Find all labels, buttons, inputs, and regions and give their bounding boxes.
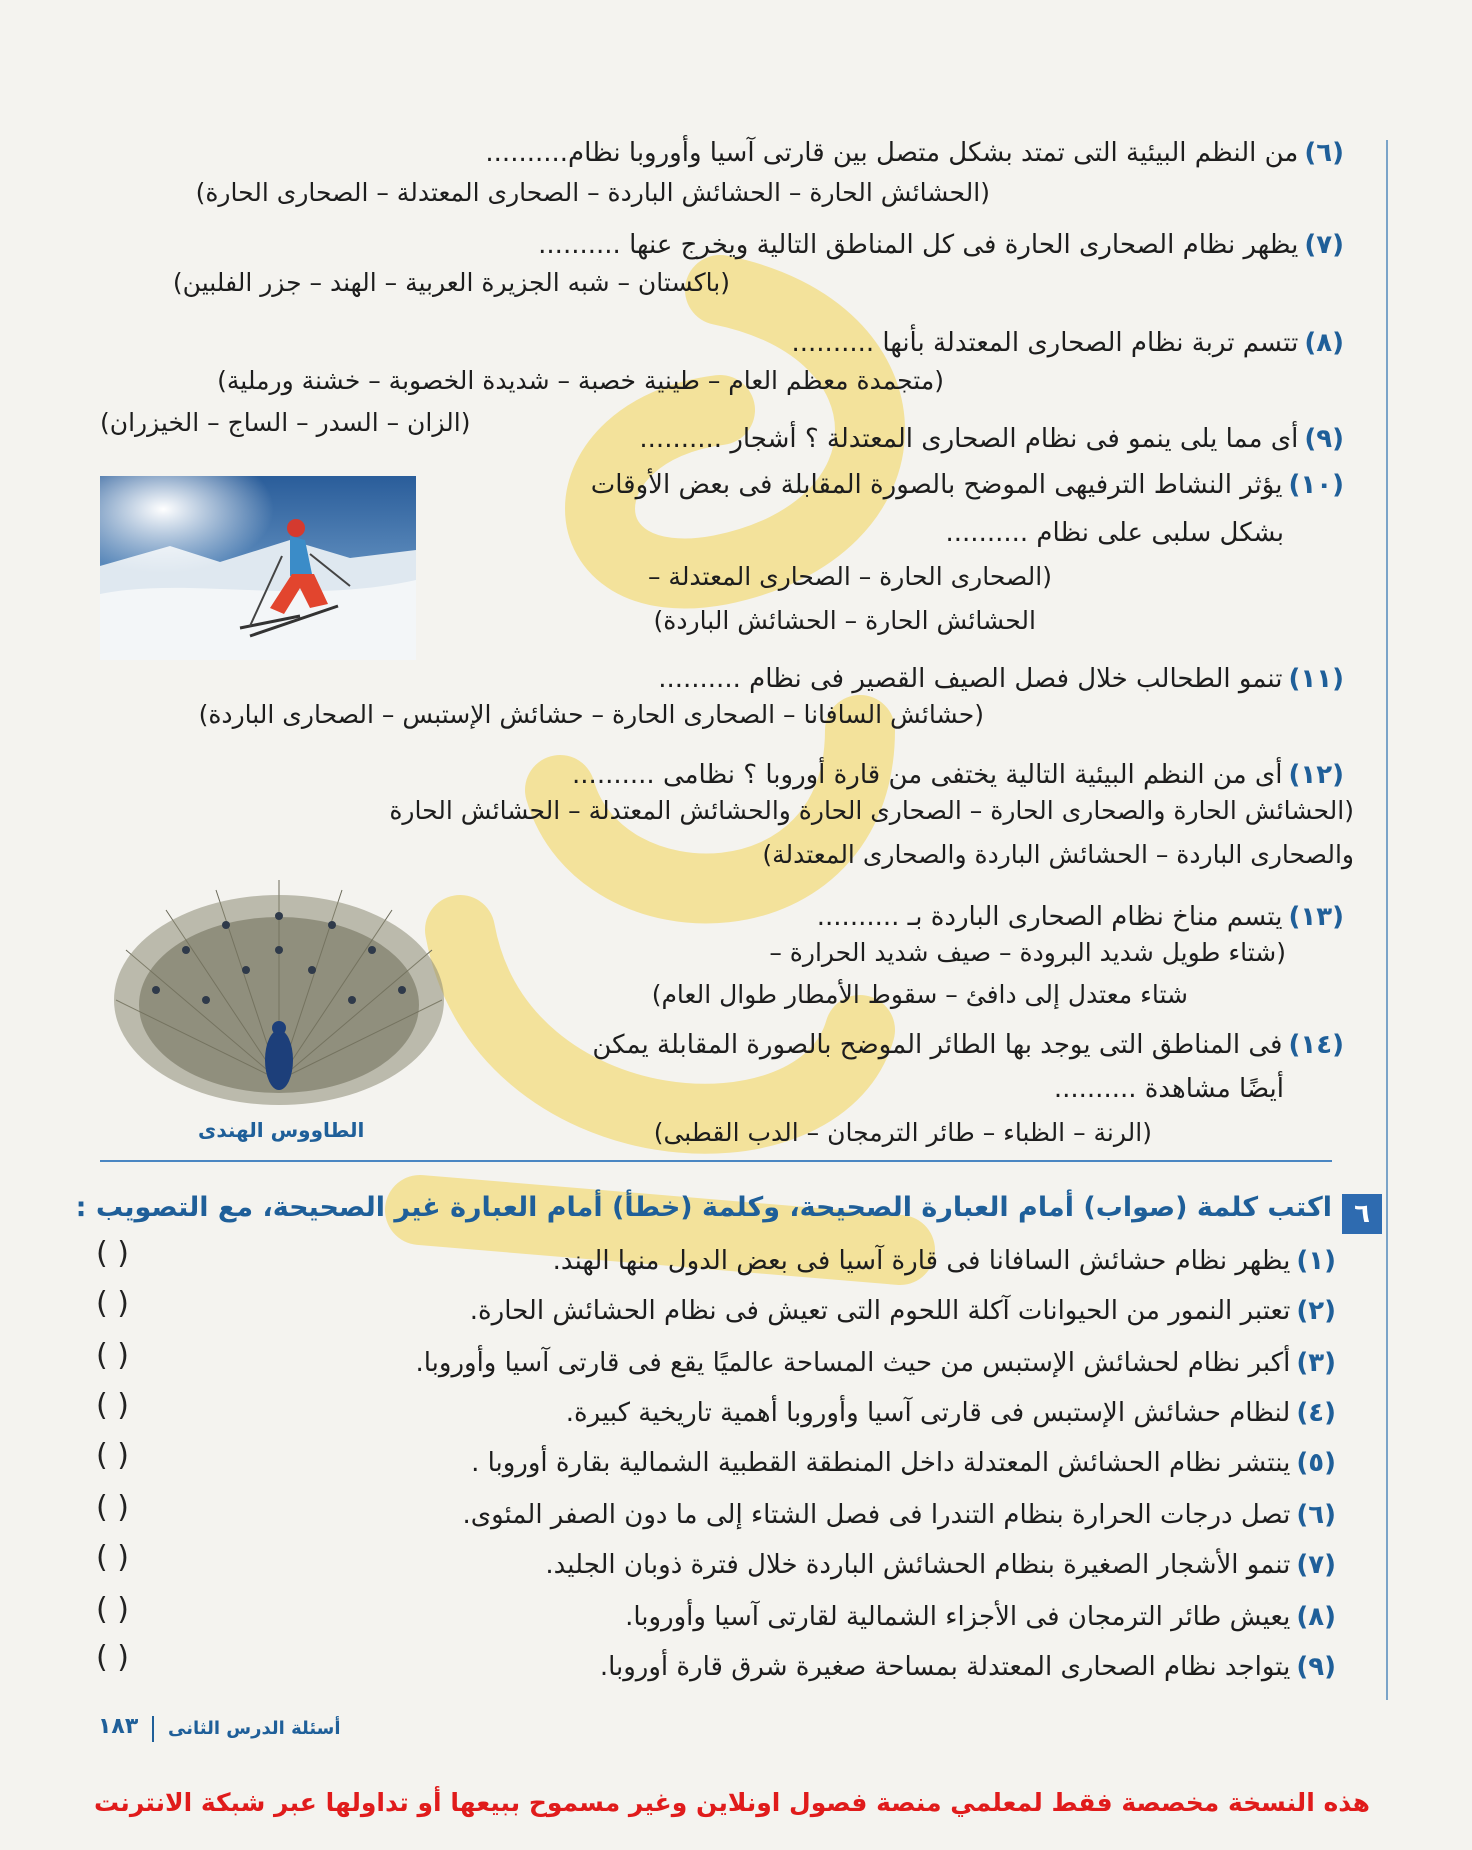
footer-separator [152,1716,154,1742]
question-10-options: (الصحارى الحارة – الصحارى المعتدلة – [647,562,1052,591]
question-11-options: (حشائش السافانا – الصحارى الحارة – حشائش الإستبس – الصحارى الباردة) [198,700,984,729]
question-9 [639,424,1344,454]
question-12-options: (الحشائش الحارة والصحارى الحارة – الصحارى الحارة والحشائش المعتدلة – الحشائش الحارة [389,796,1354,825]
question-13-options: (شتاء طويل شديد البرودة – صيف شديد الحرارة – [769,938,1286,967]
question-8-options: (متجمدة معظم العام – طينية خصبة – شديدة الخصوبة – خشنة ورملية) [217,366,944,395]
item-number: (٨) [1296,1602,1336,1632]
answer-parens-7[interactable]: ( ) [96,1540,129,1575]
tf-item-2 [470,1296,1336,1326]
footer-label: أسئلة الدرس الثانى [168,1718,341,1739]
item-text: تنمو الأشجار الصغيرة بنظام الحشائش الباردة خلال فترة ذوبان الجليد. [545,1550,1291,1580]
question-number: (٦) [1304,138,1344,168]
answer-parens-3[interactable]: ( ) [96,1338,129,1373]
question-text: من النظم البيئية التى تمتد بشكل متصل بين قارتى آسيا وأوروبا نظام.......... [485,138,1299,168]
item-text: يتواجد نظام الصحارى المعتدلة بمساحة صغيرة شرق قارة أوروبا. [599,1652,1291,1682]
question-13 [817,902,1344,932]
section-number: ٦ [1342,1194,1382,1234]
item-number: (٥) [1296,1448,1336,1478]
question-9-options: (الزان – السدر – الساج – الخيزران) [100,408,471,437]
item-number: (٤) [1296,1398,1336,1428]
section-divider [100,1160,1332,1162]
item-text: تعتبر النمور من الحيوانات آكلة اللحوم التى تعيش فى نظام الحشائش الحارة. [469,1296,1291,1326]
question-14-line-2: أيضًا مشاهدة .......... [1053,1074,1284,1104]
question-number: (٩) [1304,424,1344,454]
peacock-photo [96,880,462,1110]
tf-item-7 [545,1550,1336,1580]
tf-item-4 [566,1398,1336,1428]
question-text: فى المناطق التى يوجد بها الطائر الموضح بالصورة المقابلة يمكن [592,1030,1283,1060]
item-number: (٩) [1296,1652,1336,1682]
question-10-line-2: بشكل سلبى على نظام .......... [945,518,1284,548]
question-7 [538,230,1344,260]
question-12-options-line-2: والصحارى الباردة – الحشائش الباردة والصحارى المعتدلة) [762,840,1354,869]
peacock-caption: الطاووس الهندى [198,1118,365,1142]
question-number: (٨) [1304,328,1344,358]
question-12 [572,760,1344,790]
tf-item-5 [471,1448,1336,1478]
question-text: يؤثر النشاط الترفيهى الموضح بالصورة المقابلة فى بعض الأوقات [590,470,1283,500]
question-10 [591,470,1344,500]
page-number: ١٨٣ [98,1714,139,1739]
skier-photo [100,476,416,660]
answer-parens-1[interactable]: ( ) [96,1236,129,1271]
question-14 [592,1030,1344,1060]
item-number: (١) [1296,1246,1336,1276]
answer-parens-6[interactable]: ( ) [96,1490,129,1525]
section-title: اكتب كلمة (صواب) أمام العبارة الصحيحة، وكلمة (خطأ) أمام العبارة غير الصحيحة، مع التصويب : [75,1192,1332,1223]
copyright-notice: هذه النسخة مخصصة فقط لمعلمي منصة فصول اونلاين وغير مسموح ببيعها أو تداولها عبر شبكة الانترنت [93,1788,1370,1817]
margin-rule [1386,140,1388,1700]
tf-item-3 [415,1348,1336,1378]
question-text: أى من النظم البيئية التالية يختفى من قارة أوروبا ؟ نظامى .......... [572,760,1283,790]
question-text: أى مما يلى ينمو فى نظام الصحارى المعتدلة ؟ أشجار .......... [639,424,1299,454]
question-6 [485,138,1344,168]
tf-item-6 [462,1500,1336,1530]
question-text: تتسم تربة نظام الصحارى المعتدلة بأنها .......... [791,328,1299,358]
question-text: يظهر نظام الصحارى الحارة فى كل المناطق التالية ويخرج عنها .......... [538,230,1299,260]
tf-item-1 [553,1246,1336,1276]
answer-parens-8[interactable]: ( ) [96,1592,129,1627]
item-text: يظهر نظام حشائش السافانا فى قارة آسيا فى بعض الدول منها الهند. [552,1246,1291,1276]
tf-item-9 [600,1652,1336,1682]
item-number: (٧) [1296,1550,1336,1580]
answer-parens-5[interactable]: ( ) [96,1438,129,1473]
question-number: (١٣) [1288,902,1344,932]
question-7-options: (باكستان – شبه الجزيرة العربية – الهند – جزر الفلبين) [172,268,730,297]
tf-item-8 [625,1602,1336,1632]
question-number: (١٠) [1288,470,1344,500]
item-number: (٣) [1296,1348,1336,1378]
question-11 [658,664,1344,694]
item-text: أكبر نظام لحشائش الإستبس من حيث المساحة عالميًا يقع فى قارتى آسيا وأوروبا. [415,1348,1291,1378]
question-6-options: (الحشائش الحارة – الحشائش الباردة – الصحارى المعتدلة – الصحارى الحارة) [195,178,990,207]
answer-parens-2[interactable]: ( ) [96,1286,129,1321]
question-number: (١١) [1288,664,1344,694]
question-text: يتسم مناخ نظام الصحارى الباردة بـ .......... [816,902,1283,932]
item-text: لنظام حشائش الإستبس فى قارتى آسيا وأوروبا أهمية تاريخية كبيرة. [565,1398,1291,1428]
question-number: (١٢) [1288,760,1344,790]
item-text: تصل درجات الحرارة بنظام التندرا فى فصل الشتاء إلى ما دون الصفر المئوى. [462,1500,1291,1530]
item-text: ينتشر نظام الحشائش المعتدلة داخل المنطقة القطبية الشمالية بقارة أوروبا . [471,1448,1291,1478]
item-text: يعيش طائر الترمجان فى الأجزاء الشمالية لقارتى آسيا وأوروبا. [625,1602,1291,1632]
question-8 [792,328,1345,358]
question-13-options-line-2: شتاء معتدل إلى دافئ – سقوط الأمطار طوال العام) [651,980,1188,1009]
question-number: (١٤) [1288,1030,1344,1060]
question-14-options: (الرنة – الظباء – طائر الترمجان – الدب القطبى) [653,1118,1152,1147]
answer-parens-4[interactable]: ( ) [96,1388,129,1423]
question-10-options-line-2: الحشائش الحارة – الحشائش الباردة) [653,606,1036,635]
item-number: (٦) [1296,1500,1336,1530]
answer-parens-9[interactable]: ( ) [96,1640,129,1675]
question-text: تنمو الطحالب خلال فصل الصيف القصير فى نظام .......... [658,664,1283,694]
item-number: (٢) [1296,1296,1336,1326]
question-number: (٧) [1304,230,1344,260]
